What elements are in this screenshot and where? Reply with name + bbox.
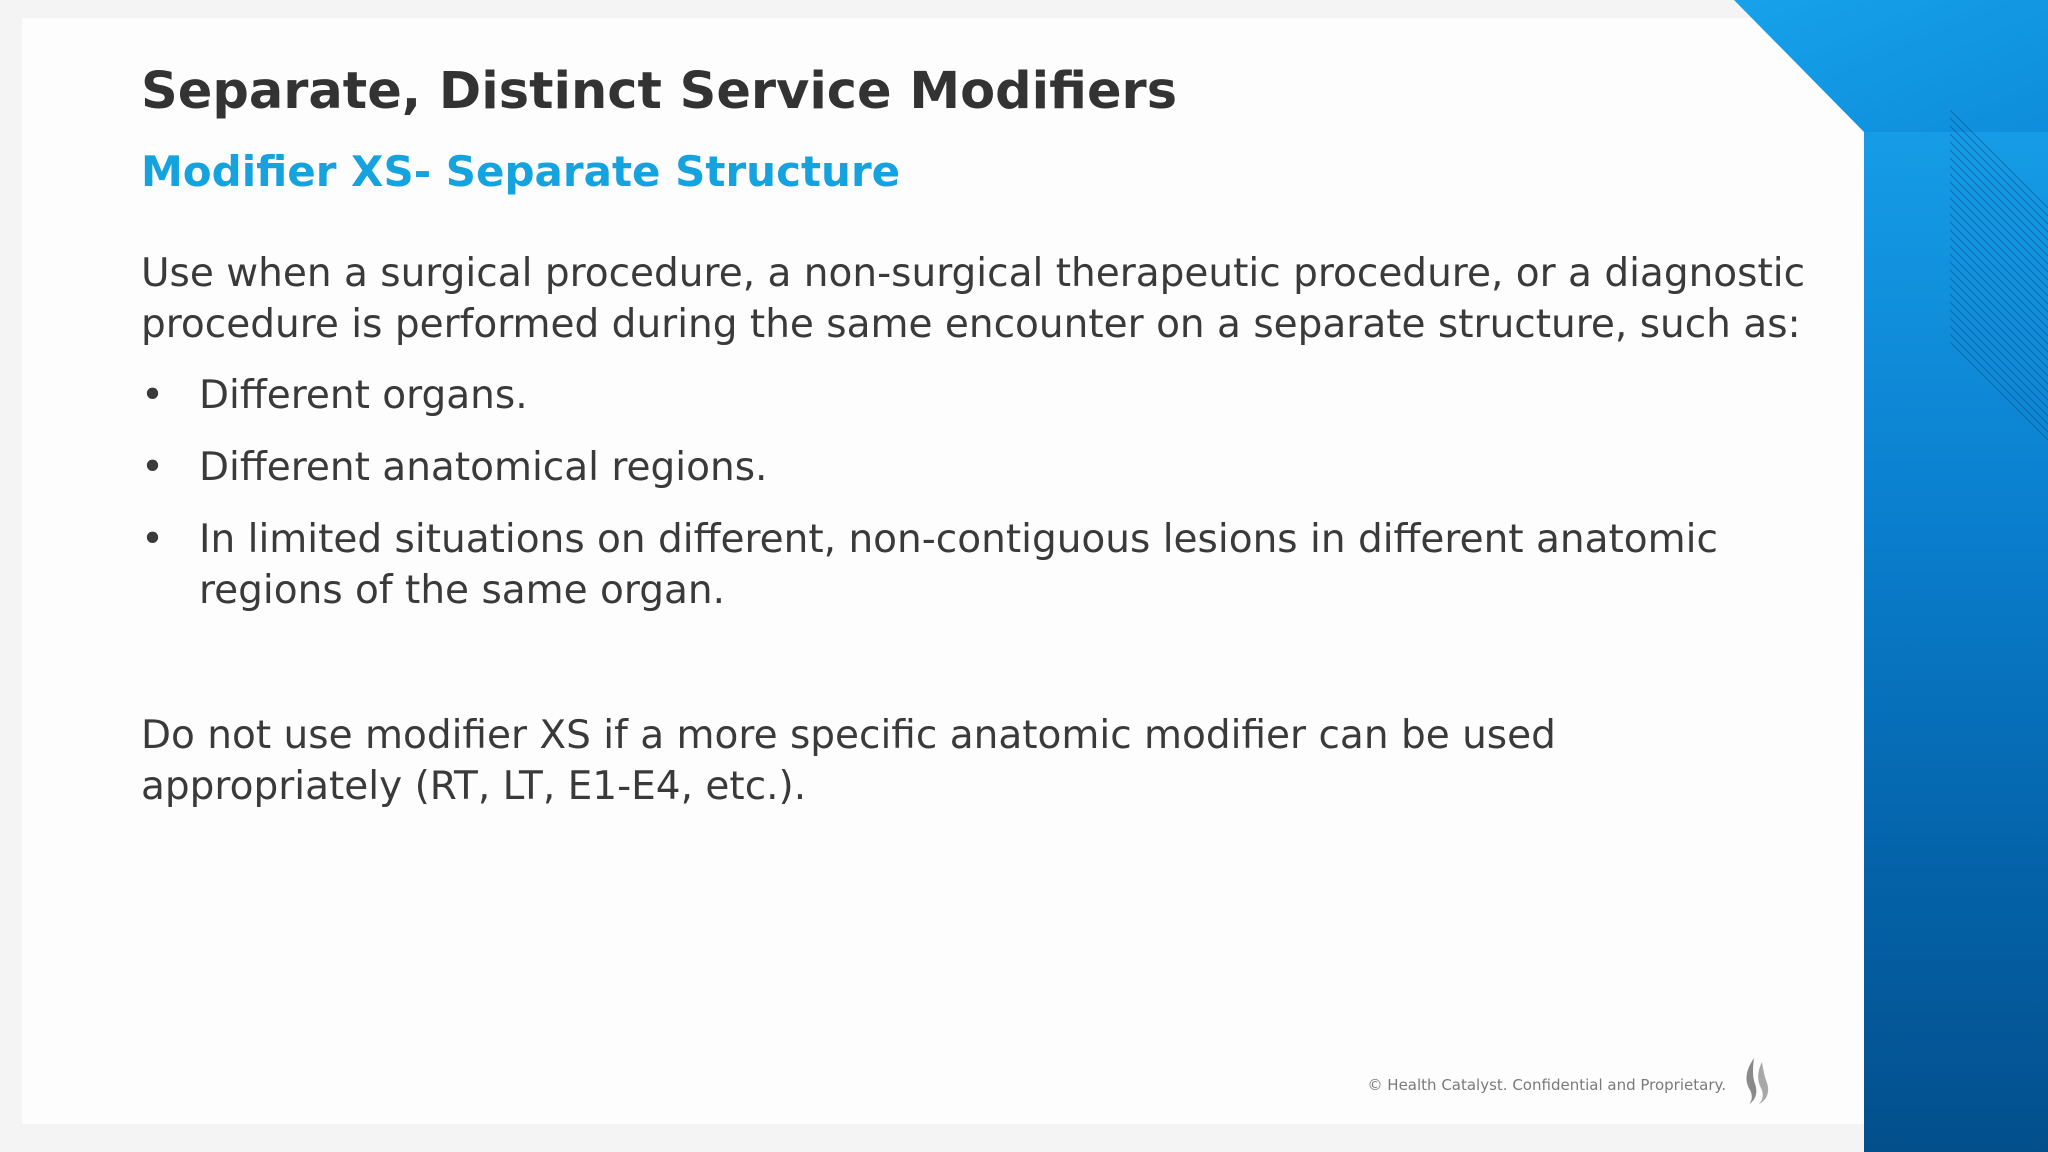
closing-paragraph: Do not use modifier XS if a more specific anatomic modifier can be used appropriately (RT, LT, E1-E4, etc.). [141, 713, 1556, 809]
bullet-icon: • [141, 517, 165, 562]
bullet-list [141, 370, 1831, 637]
bullet-text: Different anatomical regions. [199, 445, 768, 490]
bullet-text: Different organs. [199, 373, 528, 418]
bullet-text: In limited situations on different, non-contiguous lesions in different anatomic regions of the same organ. [199, 517, 1718, 613]
decorative-hatch-pattern [1950, 110, 2048, 440]
footer-copyright: © Health Catalyst. Confidential and Proprietary. [1367, 1076, 1726, 1094]
bullet-icon: • [141, 445, 165, 490]
slide-title: Separate, Distinct Service Modifiers [141, 62, 1178, 121]
list-item [141, 514, 1831, 616]
list-item [141, 370, 1831, 421]
health-catalyst-flame-icon [1740, 1056, 1772, 1106]
bullet-icon: • [141, 373, 165, 418]
slide-subtitle: Modifier XS- Separate Structure [141, 147, 901, 196]
list-item [141, 442, 1831, 493]
intro-paragraph: Use when a surgical procedure, a non-surgical therapeutic procedure, or a diagnostic procedure is performed during the same encounter on a separate structure, such as: [141, 251, 1806, 347]
